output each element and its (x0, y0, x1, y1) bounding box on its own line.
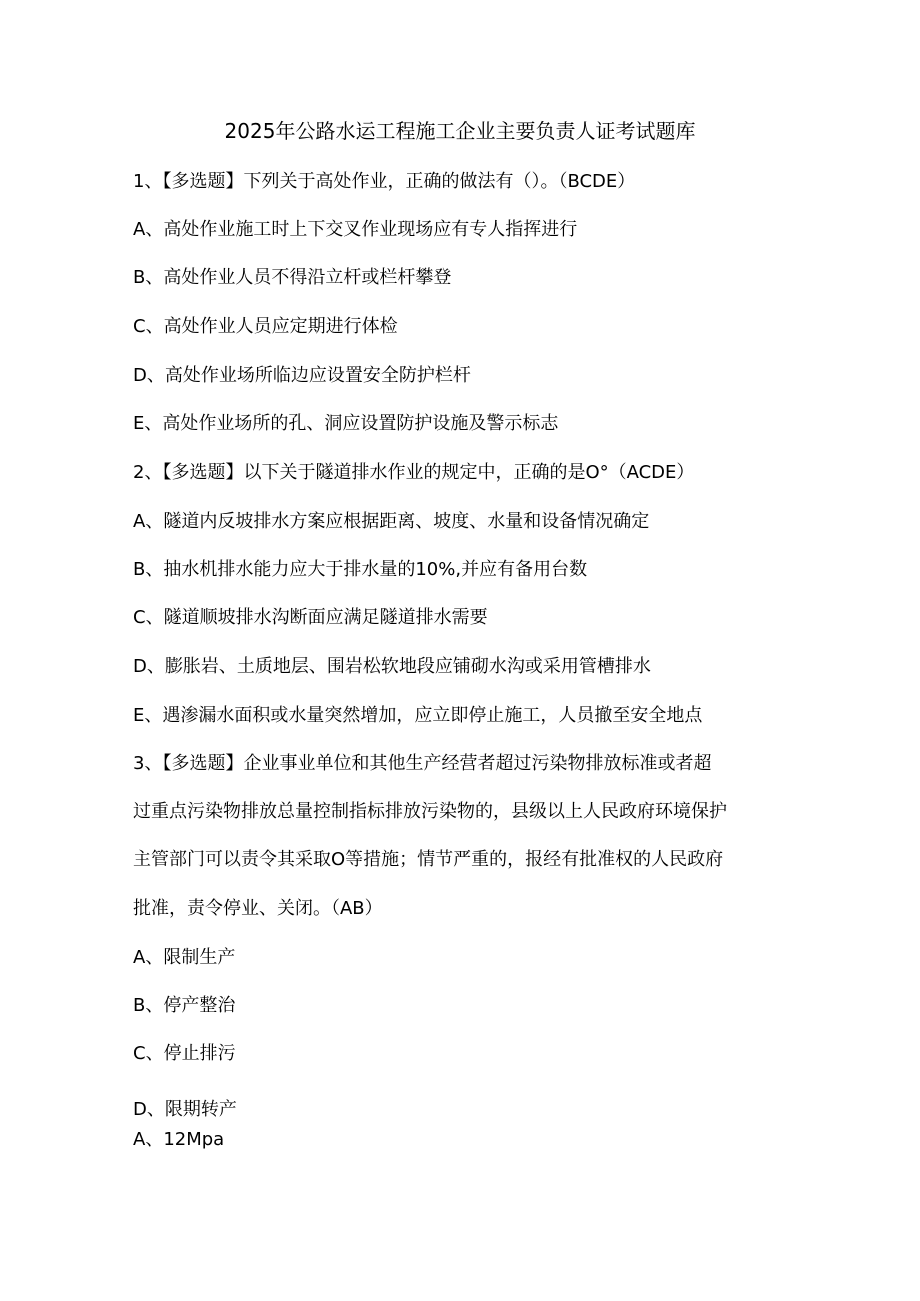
question-3-line-3: 主管部门可以责令其采取O等措施；情节严重的，报经有批准权的人民政府 (133, 849, 724, 870)
q1-option-e: E、高处作业场所的孔、洞应设置防护设施及警示标志 (133, 413, 559, 434)
q2-option-e: E、遇渗漏水面积或水量突然增加，应立即停止施工，人员撤至安全地点 (133, 705, 703, 726)
q3-option-c: C、停止排污 (133, 1043, 236, 1064)
q2-option-d: D、膨胀岩、土质地层、围岩松软地段应铺砌水沟或采用管槽排水 (133, 656, 651, 677)
q2-option-b: B、抽水机排水能力应大于排水量的10%,并应有备用台数 (133, 559, 588, 580)
document-title: 2025年公路水运工程施工企业主要负责人证考试题库 (224, 119, 696, 143)
q3-option-a: A、限制生产 (133, 947, 236, 968)
q1-option-c: C、高处作业人员应定期进行体检 (133, 316, 398, 337)
q2-option-c: C、隧道顺坡排水沟断面应满足隧道排水需要 (133, 607, 488, 628)
question-1: 1、【多选题】下列关于高处作业，正确的做法有（）。（BCDE） (133, 171, 636, 192)
question-2: 2、【多选题】以下关于隧道排水作业的规定中，正确的是O°（ACDE） (133, 462, 695, 483)
question-3-line-1: 3、【多选题】企业事业单位和其他生产经营者超过污染物排放标准或者超 (133, 753, 712, 774)
q3-option-d: D、限期转产 (133, 1099, 237, 1120)
q1-option-b: B、高处作业人员不得沿立杆或栏杆攀登 (133, 267, 452, 288)
question-3-line-4: 批准，责令停业、关闭。（AB） (133, 898, 383, 919)
q1-option-a: A、高处作业施工时上下交叉作业现场应有专人指挥进行 (133, 219, 578, 240)
stray-option-a: A、12Mpa (133, 1129, 225, 1150)
q1-option-d: D、高处作业场所临边应设置安全防护栏杆 (133, 365, 471, 386)
q2-option-a: A、隧道内反坡排水方案应根据距离、坡度、水量和设备情况确定 (133, 511, 650, 532)
question-3-line-2: 过重点污染物排放总量控制指标排放污染物的，县级以上人民政府环境保护 (133, 801, 727, 822)
q3-option-b: B、停产整治 (133, 995, 236, 1016)
